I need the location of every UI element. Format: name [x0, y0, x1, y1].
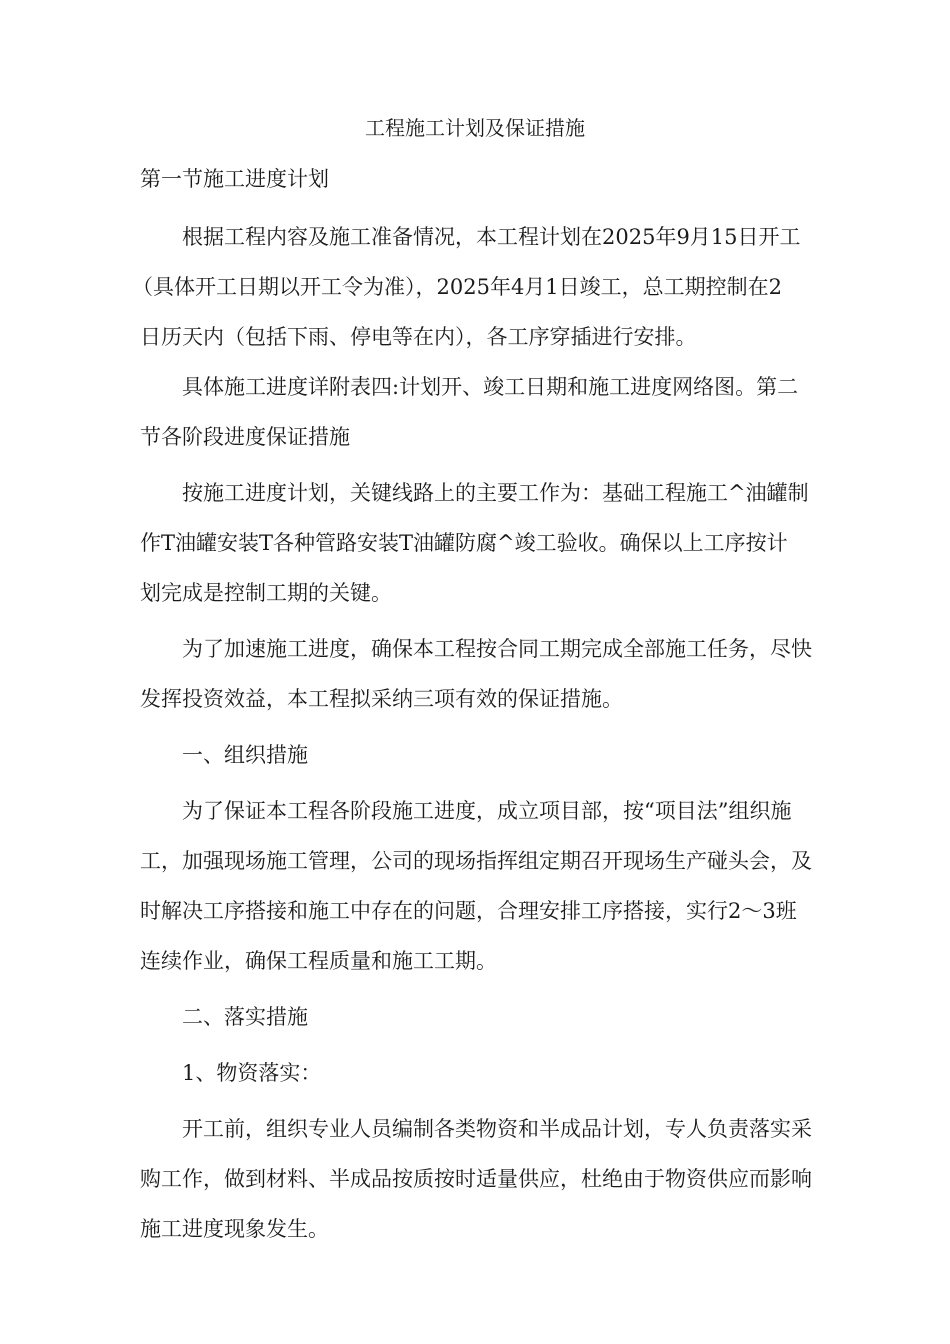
paragraph-line: （具体开工日期以开工令为准），2025年4月1日竣工，总工期控制在2	[132, 275, 783, 299]
paragraph-line: 一、组织措施	[182, 743, 308, 767]
paragraph-line: 为了保证本工程各阶段施工进度，成立项目部，按“项目法”组织施	[182, 799, 792, 823]
paragraph	[140, 362, 830, 462]
paragraph	[140, 786, 830, 986]
paragraph-line: 开工前，组织专业人员编制各类物资和半成品计划，专人负责落实采	[182, 1117, 812, 1141]
paragraph-line: 时解决工序搭接和施工中存在的问题，合理安排工序搭接，实行2〜3班	[140, 899, 797, 923]
paragraph-line: 施工进度现象发生。	[140, 1217, 329, 1241]
paragraph-line: 作T油罐安装T各种管路安装T油罐防腐^竣工验收。确保以上工序按计	[140, 531, 788, 555]
paragraph	[140, 624, 830, 724]
paragraph-line: 工，加强现场施工管理，公司的现场指挥组定期召开现场生产碰头会，及	[140, 849, 812, 873]
paragraph-line: 连续作业，确保工程质量和施工工期。	[140, 949, 497, 973]
paragraph	[140, 1048, 830, 1098]
section-heading: 第一节施工进度计划	[140, 167, 329, 191]
paragraph-line: 二、落实措施	[182, 1005, 308, 1029]
paragraph-line: 划完成是控制工期的关键。	[140, 581, 392, 605]
paragraph-line: 为了加速施工进度，确保本工程按合同工期完成全部施工任务，尽快	[182, 637, 812, 661]
paragraph	[140, 1104, 830, 1254]
paragraph-line: 日历天内（包括下雨、停电等在内），各工序穿插进行安排。	[140, 325, 697, 349]
paragraph	[140, 468, 830, 618]
paragraph-line: 根据工程内容及施工准备情况，本工程计划在2025年9月15日开工	[182, 225, 801, 249]
paragraph-line: 购工作，做到材料、半成品按质按时适量供应，杜绝由于物资供应而影响	[140, 1167, 812, 1191]
paragraph-line: 按施工进度计划，关键线路上的主要工作为：基础工程施工^油罐制	[182, 481, 809, 505]
paragraph	[140, 992, 830, 1042]
paragraph	[132, 212, 830, 362]
document-body	[132, 212, 830, 1254]
paragraph	[140, 730, 830, 780]
document-title: 工程施工计划及保证措施	[365, 116, 585, 140]
paragraph-line: 1、物资落实：	[182, 1061, 322, 1085]
paragraph-line: 发挥投资效益，本工程拟采纳三项有效的保证措施。	[140, 687, 623, 711]
paragraph-line: 节各阶段进度保证措施	[140, 425, 350, 449]
paragraph-line: 具体施工进度详附表四:计划开、竣工日期和施工进度网络图。第二	[182, 375, 799, 399]
